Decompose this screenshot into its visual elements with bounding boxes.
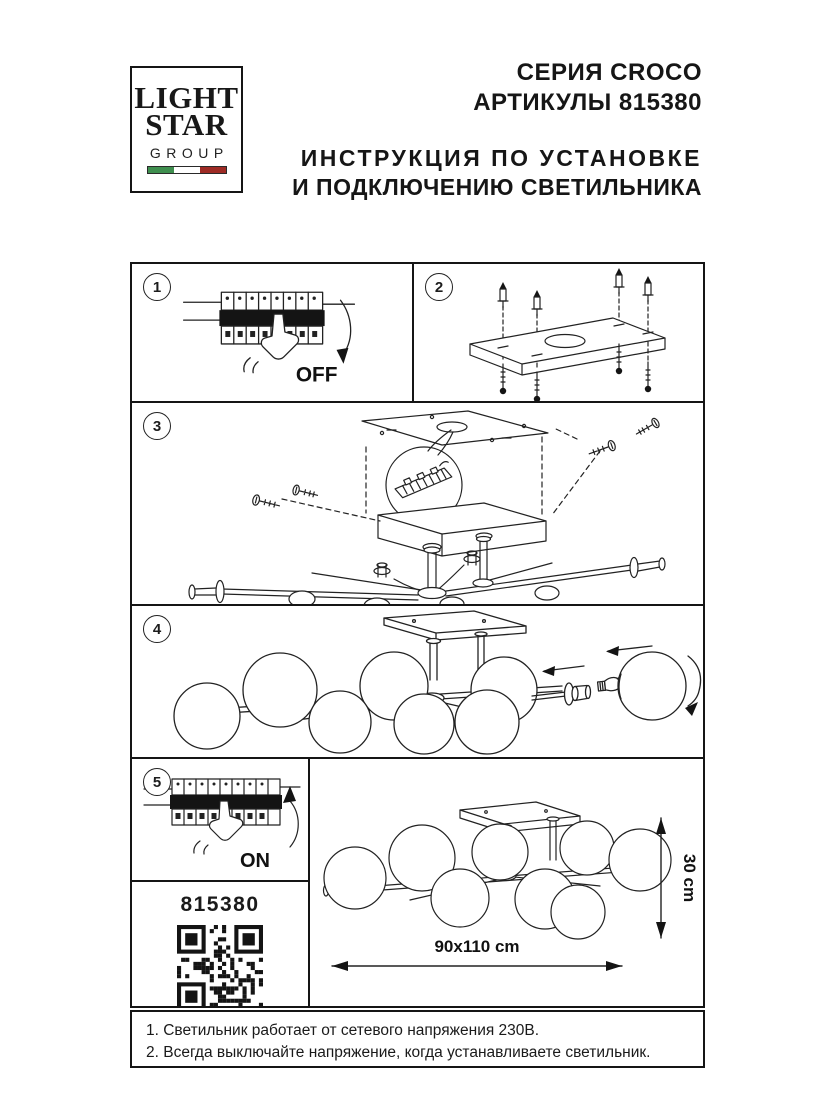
step-3-badge xyxy=(143,412,171,440)
step-3-number: 3 xyxy=(152,417,162,435)
mounting-plate xyxy=(470,318,665,375)
loose-globe xyxy=(618,652,686,720)
series-title: СЕРИЯ CROCO xyxy=(516,59,702,86)
note-line-1: 1. Светильник работает от сетевого напряжения 230В. xyxy=(146,1022,540,1039)
wall-anchor-icon xyxy=(498,268,653,316)
dimension-height-label: 30 cm xyxy=(680,853,699,903)
page-title-line1: ИНСТРУКЦИЯ ПО УСТАНОВКЕ xyxy=(300,145,702,172)
step-5-number: 5 xyxy=(152,773,162,791)
instruction-grid xyxy=(130,262,705,1008)
note-line-2: 2. Всегда выключайте напряжение, когда устанавливаете светильник. xyxy=(146,1044,651,1062)
breaker-off-illustration xyxy=(132,264,412,401)
notes-panel xyxy=(130,1010,705,1068)
rotate-arrow-icon xyxy=(685,656,701,716)
step-2-badge xyxy=(425,273,453,301)
flag-white-band xyxy=(174,167,200,173)
logo-star-text: STAR xyxy=(145,106,228,142)
step-4-badge xyxy=(143,615,171,643)
step-panel-4 xyxy=(132,606,703,759)
globe-installation-illustration xyxy=(132,606,703,757)
width-dimension-arrow xyxy=(332,961,622,971)
article-title: АРТИКУЛЫ 815380 xyxy=(473,88,702,116)
switch-down-arrow-icon xyxy=(337,300,351,364)
flag-red-band xyxy=(200,167,226,173)
qr-code xyxy=(177,925,263,1006)
off-label: OFF xyxy=(295,363,338,387)
final-dimensions-panel xyxy=(310,759,703,1006)
mounting-plate-illustration xyxy=(414,264,703,401)
step-2-number: 2 xyxy=(434,278,444,296)
step-5-badge xyxy=(143,768,171,796)
document-header xyxy=(292,58,702,202)
qr-code-image xyxy=(177,925,263,1006)
flag-green-band xyxy=(148,167,174,173)
final-fixture-illustration xyxy=(310,759,703,1006)
lightstar-logo xyxy=(130,66,243,193)
glass-globe xyxy=(174,652,537,754)
step-panel-3 xyxy=(132,403,703,606)
qr-panel xyxy=(132,882,308,1006)
step-panel-1 xyxy=(132,264,414,401)
step-panel-5 xyxy=(132,759,308,882)
on-label: ON xyxy=(240,850,270,872)
italian-flag-stripe xyxy=(147,166,227,174)
frame-assembly-illustration xyxy=(132,403,703,604)
dimension-width-label: 90x110 cm xyxy=(434,937,520,956)
step-1-number: 1 xyxy=(152,278,162,296)
logo-group-text: GROUP xyxy=(149,144,229,161)
switch-up-arrow-icon xyxy=(283,786,298,847)
step-1-badge xyxy=(143,273,171,301)
page-title-line2: И ПОДКЛЮЧЕНИЮ СВЕТИЛЬНИКА xyxy=(292,173,702,200)
article-number: 815380 xyxy=(180,893,260,916)
glass-globe xyxy=(324,821,671,939)
logo-light-text: LIGHT xyxy=(134,80,239,116)
ceiling-plate xyxy=(384,611,526,640)
ceiling-plate xyxy=(460,802,580,832)
lamp-socket xyxy=(374,551,480,577)
step-panel-2 xyxy=(414,264,703,401)
step-4-number: 4 xyxy=(152,620,162,638)
ceiling-plate xyxy=(362,411,548,445)
